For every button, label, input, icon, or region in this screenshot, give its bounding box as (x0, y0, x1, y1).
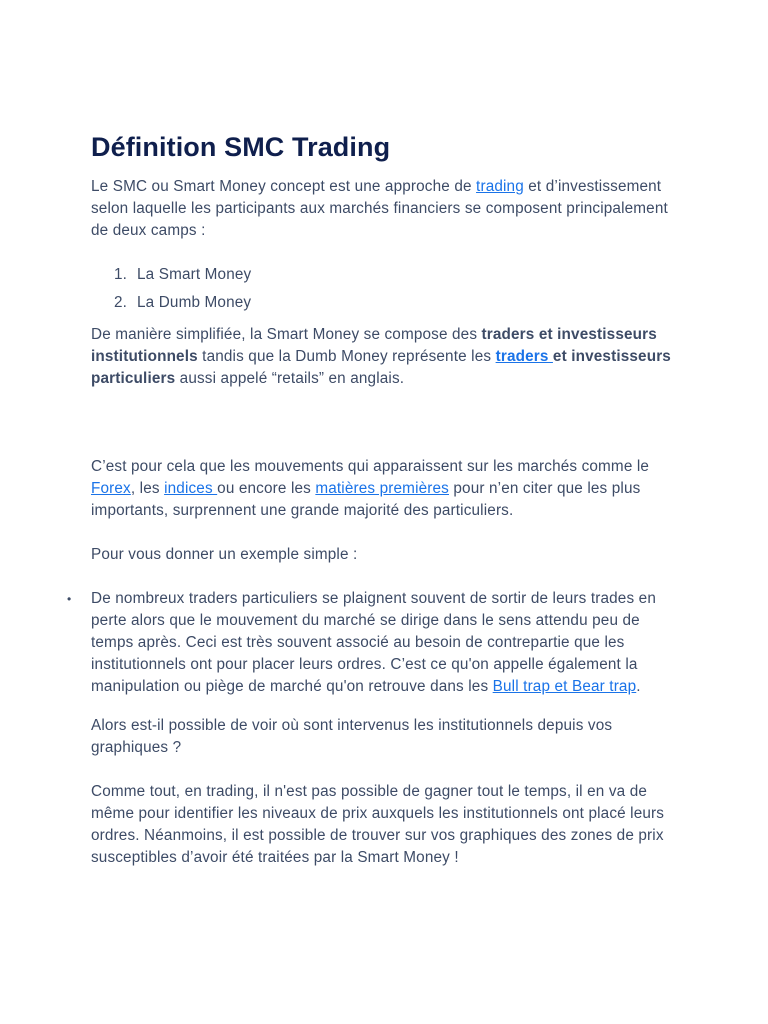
list-number: 1. (114, 266, 128, 283)
markets-text-4: pour n’en citer que les plus importants, surprennent une grande majorité des particuliers. (91, 480, 641, 519)
traders-link-label: traders (495, 348, 553, 365)
example-intro: Pour vous donner un exemple simple : (91, 546, 358, 563)
bull-bear-trap-link[interactable]: Bull trap et Bear trap (492, 678, 637, 695)
definition-text-3: aussi appelé “retails” en anglais. (175, 370, 405, 387)
indices-link[interactable]: indices (164, 480, 218, 497)
list-item-label: La Smart Money (137, 266, 252, 283)
intro-text-2: et d’investissement selon laquelle les participants aux marchés financiers se composent principalement de deux camps : (91, 178, 668, 239)
commodities-link[interactable]: matières premières (315, 480, 449, 497)
definition-text-1: De manière simplifiée, la Smart Money se compose des (91, 326, 482, 343)
list-number: 2. (114, 294, 128, 311)
definition-text-2: tandis que la Dumb Money représente les (197, 348, 496, 365)
markets-paragraph (91, 456, 681, 522)
intro-paragraph (91, 176, 681, 242)
list-item (91, 292, 681, 320)
example-text-end: . (636, 678, 641, 695)
article (67, 128, 681, 869)
trading-link[interactable]: trading (476, 178, 524, 195)
intro-text-1: Le SMC ou Smart Money concept est une approche de (91, 178, 477, 195)
question-paragraph: Alors est-il possible de voir où sont intervenus les institutionnels depuis vos graphiques ? (91, 717, 613, 756)
page-title: Définition SMC Trading (91, 132, 391, 162)
institutional-bold: traders et investisseurs institutionnels (91, 326, 657, 365)
example-text: De nombreux traders particuliers se plaignent souvent de sortir de leurs trades en perte alors que le mouvement du marché se dirige dans le sens attendu peu de temps après. Ceci est très souvent associé au besoin de contrepartie que les institutionnels ont pour placer leurs ordres. C’est ce qu'on appelle également la manipulation ou piège de marché qu'on retrouve dans les (91, 590, 656, 695)
retail-bold: et investisseurs particuliers (91, 348, 671, 387)
definition-paragraph (91, 324, 681, 390)
traders-link[interactable] (496, 348, 553, 365)
list-item-label: La Dumb Money (137, 294, 252, 311)
list-item (91, 264, 681, 292)
example-list (67, 588, 681, 698)
markets-text-2: , les (130, 480, 165, 497)
conclusion-paragraph: Comme tout, en trading, il n'est pas possible de gagner tout le temps, il en va de même pour identifier les niveaux de prix auxquels les institutionnels ont placé leurs ordres. Néanmoins, il est possible de trouver sur vos graphiques des zones de prix susceptibles d’avoir été traitées par la Smart Money ! (91, 783, 665, 866)
list-item (67, 588, 681, 698)
markets-text-3: ou encore les (217, 480, 316, 497)
bullet-icon: • (67, 592, 72, 606)
forex-link[interactable]: Forex (91, 480, 131, 497)
markets-text-1: C’est pour cela que les mouvements qui apparaissent sur les marchés comme le (91, 458, 650, 475)
camps-list (91, 264, 681, 320)
